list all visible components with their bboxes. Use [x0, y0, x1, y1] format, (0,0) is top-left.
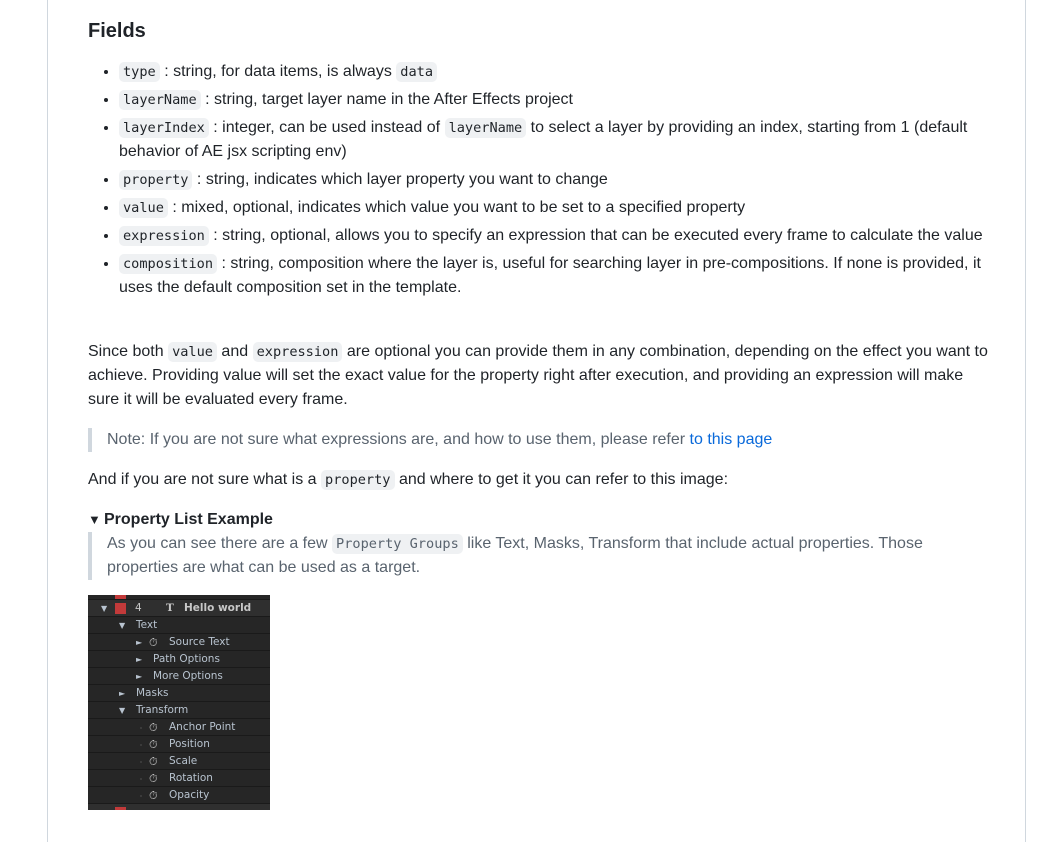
- prop-row: ► Path Options: [88, 651, 270, 668]
- disclosure-triangle-icon: ▼: [88, 512, 101, 527]
- collapse-triangle-icon: ►: [119, 689, 126, 698]
- stopwatch-icon: ⏱: [149, 721, 158, 734]
- stopwatch-icon: ⏱: [149, 772, 158, 785]
- prop-row: ⏱ Scale: [88, 753, 270, 770]
- stopwatch-icon: ⏱: [149, 755, 158, 768]
- code-property: property: [119, 170, 192, 190]
- expand-triangle-icon: ▼: [119, 621, 126, 630]
- code-data: data: [396, 62, 437, 82]
- code-layerindex: layerIndex: [119, 118, 209, 138]
- code-value: value: [119, 198, 168, 218]
- code-value-inline: value: [168, 342, 217, 362]
- prop-row: ⏱ Opacity: [88, 787, 270, 804]
- optional-fields-paragraph: Since both value and expression are optional you can provide them in any combination, depending on the effect you want to achieve. Providing value will set the exact value for the property right after execution, and providing an expression will make sure it will be evaluated every frame.: [88, 343, 988, 408]
- field-item-layerindex: • layerIndex : integer, can be used instead of layerName to select a layer by providing an index, starting from 1 (default behavior of AE jsx scripting env): [119, 116, 1019, 164]
- property-list-image: [88, 595, 270, 810]
- prop-row: ▼ Text: [88, 617, 270, 634]
- expand-triangle-icon: ▼: [119, 706, 126, 715]
- text-layer-icon: T: [166, 602, 174, 614]
- code-property-inline: property: [321, 470, 394, 490]
- prop-row: ► Masks: [88, 685, 270, 702]
- code-expression: expression: [119, 226, 209, 246]
- fields-list: [88, 60, 1019, 304]
- collapse-triangle-icon: ►: [136, 655, 143, 664]
- details-blockquote: As you can see there are a few Property Groups like Text, Masks, Transform that include actual properties. Those properties are what can be used as a target.: [88, 532, 988, 580]
- stopwatch-icon: ⏱: [149, 738, 158, 751]
- fields-heading: Fields: [88, 20, 146, 42]
- collapse-triangle-icon: ►: [136, 672, 143, 681]
- note-blockquote: Note: If you are not sure what expressions are, and how to use them, please refer to this page: [88, 428, 997, 452]
- field-item-value: • value : mixed, optional, indicates which value you want to be set to a specified property: [119, 196, 1019, 220]
- code-layername-ref: layerName: [445, 118, 527, 138]
- layer-row: ▼ 4 T Hello world: [88, 600, 270, 617]
- code-type: type: [119, 62, 160, 82]
- details-summary[interactable]: ▼ Property List Example: [88, 508, 988, 532]
- property-paragraph: And if you are not sure what is a property and where to get it you can refer to this image:: [88, 471, 729, 488]
- label-color-swatch: [115, 603, 126, 614]
- code-property-groups: Property Groups: [332, 534, 463, 554]
- prop-row: ⏱ Rotation: [88, 770, 270, 787]
- stopwatch-icon: ⏱: [149, 636, 158, 649]
- field-item-property: • property : string, indicates which layer property you want to change: [119, 168, 1019, 192]
- code-expression-inline: expression: [253, 342, 343, 362]
- property-list-details: [88, 508, 988, 580]
- prop-row: ► ⏱ Source Text: [88, 634, 270, 651]
- field-item-expression: • expression : string, optional, allows you to specify an expression that can be executed every frame to calculate the value: [119, 224, 1019, 248]
- field-item-composition: • composition : string, composition where the layer is, useful for searching layer in pre-compositions. If none is provided, it uses the default composition set in the template.: [119, 252, 1019, 300]
- expressions-link[interactable]: to this page: [689, 431, 773, 448]
- prop-row: ⏱ Anchor Point: [88, 719, 270, 736]
- prop-row: ⏱ Position: [88, 736, 270, 753]
- expand-triangle-icon: ▼: [101, 604, 108, 613]
- prop-row: ► More Options: [88, 668, 270, 685]
- collapse-triangle-icon: ►: [136, 638, 143, 647]
- code-composition: composition: [119, 254, 217, 274]
- field-item-layername: • layerName : string, target layer name in the After Effects project: [119, 88, 1019, 112]
- field-item-type: • type : string, for data items, is always data: [119, 60, 1019, 84]
- code-layername: layerName: [119, 90, 201, 110]
- prop-row: ▼ Transform: [88, 702, 270, 719]
- stopwatch-icon: ⏱: [149, 789, 158, 802]
